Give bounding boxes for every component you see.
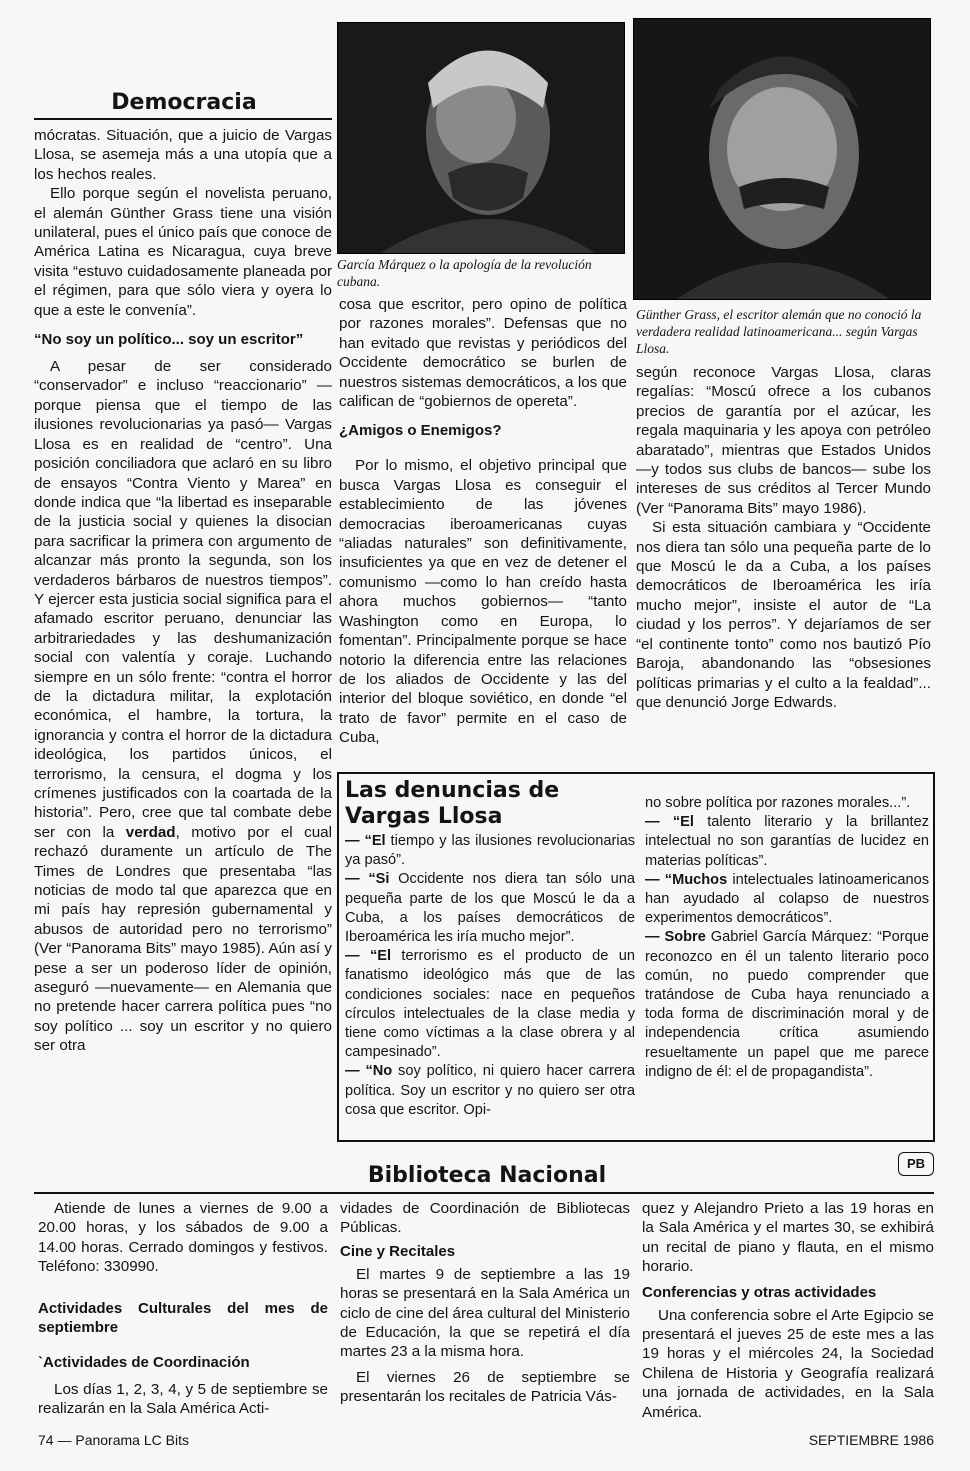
footer-page-label: 74 — Panorama LC Bits	[38, 1432, 189, 1448]
paragraph: Una conferencia sobre el Arte Egipcio se presentará el jueves 25 de este mes a las 19 horas y el miércoles 24, la Sociedad Chilena de Historia y Geografía realizará una jornada de actividades, en la Sala América.	[642, 1306, 934, 1421]
subheading: ¿Amigos o Enemigos?	[339, 422, 502, 440]
subheading: Cine y Recitales	[340, 1242, 456, 1260]
quote-item: — Sobre Gabriel García Márquez: “Porque reconozco en él un talento literario poco común, no puedo comprender que tratándose de Cuba haya renunciado a toda forma de discriminación moral y de independencia crítica asumiendo resueltamente un papel que me parece indigno de él: el de propagandista”.	[645, 929, 929, 1080]
header-rule	[34, 118, 332, 120]
paragraph: Los días 1, 2, 3, 4, y 5 de septiembre se realizarán en la Sala América Acti-	[38, 1380, 328, 1418]
column-2	[339, 295, 627, 748]
denuncias-box	[337, 772, 935, 1142]
paragraph: según reconoce Vargas Llosa, claras regalías: “Moscú ofrece a los cubanos precios de garantía por el azúcar, les regala maquinaria y les apoya con petróleo abaratado”, mientras que Estados Unidos —y todos sus clubs de bancos— sube los intereses de sus créditos al Tercer Mundo (Ver “Panorama Bits” mayo 1986).	[636, 364, 931, 517]
portrait-icon	[634, 19, 931, 300]
quote-item: — “El talento literario y la brillantez intelectual no son garantías de lucidez en materias políticas”.	[645, 814, 930, 869]
quote-item: — “El terrorismo es el producto de un fanatismo ideológico más que de las condiciones sociales: nace en pequeños círculos intelectuales de la clase media y tiene como víctimas a la clase obrera y al campesinado”.	[345, 948, 636, 1061]
photo-garcia-marquez	[337, 22, 625, 254]
box-column-right	[645, 794, 929, 1082]
portrait-icon	[338, 23, 625, 254]
biblioteca-column-c	[642, 1199, 934, 1422]
paragraph: quez y Alejandro Prieto a las 19 horas en la Sala América y el martes 30, se exhibirá un recital de piano y flauta, en el mismo horario.	[642, 1200, 934, 1276]
paragraph: A pesar de ser considerado “conservador” e incluso “reaccionario” —porque piensa que el tiempo de las ilusiones revolucionarias ya pasó— Vargas Llosa es en realidad de “centro”. Una posición conciliadora que aclaró en su libro de ensayos “Contra Viento y Marea” en donde indica que “la libertad es inseparable de la justicia social y quienes la disocian para sacrificar la primera con argumento de alcanzar más pronto la segunda, son los verdaderos bárbaros de nuestros tiempos”. Y ejercer esta justicia social significa para el afamado escritor peruano, denunciar las arbitrariedades y las deshumanización social con valentía y coraje. Luchando siempre en un sólo frente: “contra el horror de la dictadura militar, la explotación económica, el hambre, la tortura, la ignorancia y contra el horror de la dictadura ideológica, los partidos únicos, el terrorismo, la censura, el dogma y los crímenes justificados con la coartada de la historia”. Pero, cree que tal combate debe ser con la verdad, motivo por el cual rechazó duramente un artículo de The Times de Londres que presentaba “las noticias de modo tal que aparezca que en mi país hay represión gubernamental y abusos de autoridad pero no terrorismo” (Ver “Panorama Bits” mayo 1985). Aún así y pese a ser un poderoso líder de opinión, aseguró —nuevamente— en Alemania que no pretende hacer carrera política pues “no soy político ... soy un escritor y no quiero ser otra	[34, 358, 332, 1055]
section-title-democracia: Democracia	[111, 90, 257, 115]
paragraph: Por lo mismo, el objetivo principal que busca Vargas Llosa es conseguir el establecimiento de las jóvenes democracias iberoamericanas cuyas “aliadas naturales” son definitivamente, insuficientes ya que en vez de detener el comunismo —como lo han creído hasta ahora muchos gobiernos— “tanto Washington como en Europa, lo fomentan”. Principalmente porque se hace notorio la diferencia entre las relaciones de los aliados de Occidente y las del interior del bloque soviético, en donde “el trato de favor” permite en el caso de Cuba,	[339, 457, 627, 747]
section-rule	[34, 1192, 934, 1194]
paragraph: El martes 9 de septiembre a las 19 horas se presentará en la Sala América un ciclo de cine del área cultural del Ministerio de Educación, la que se repetirá el día martes 23 a la misma hora.	[340, 1265, 630, 1361]
footer-date: SEPTIEMBRE 1986	[808, 1432, 934, 1448]
photo-gunther-grass	[633, 18, 931, 300]
quote-item: — “Si Occidente nos diera tan sólo una pequeña parte de los que Moscú le da a Cuba, a los países democráticos de Iberoamérica les iría mucho mejor”.	[345, 871, 635, 946]
biblioteca-column-a	[38, 1199, 328, 1418]
biblioteca-column-b	[340, 1199, 630, 1407]
quote-item: — “No soy político, ni quiero hacer carrera política. Soy un escritor y no quiero ser otra cosa que escritor. Opi-	[345, 1063, 635, 1118]
paragraph: vidades de Coordinación de Bibliotecas Públicas.	[340, 1200, 630, 1237]
paragraph: El viernes 26 de septiembre se presentarán los recitales de Patricia Vás-	[340, 1368, 630, 1406]
pb-badge: PB	[898, 1152, 934, 1176]
paragraph: Si esta situación cambiara y “Occidente nos diera tan sólo una pequeña parte de lo que Moscú le da a Cuba, a los países democráticos de Iberoamérica les iría mucho mejor”, insiste el autor de “La ciudad y los perros”. Y dejaríamos de ser “el continente tonto” como nos bautizó Pío Baroja, abandonando las “obsesiones políticas primarias y el culto a la fealdad”... que denunció Jorge Edwards.	[636, 519, 931, 711]
paragraph: Ello porque según el novelista peruano, el alemán Günther Grass tiene una visión unilateral, pues el único país que conoce de América Latina es Nicaragua, cuya breve visita “estuvo cuidadosamente planeada por el régimen, para que sólo viera y oyera lo que a este le convenía”.	[34, 185, 332, 319]
section-title-biblioteca: Biblioteca Nacional	[367, 1163, 607, 1188]
paragraph: mócratas. Situación, que a juicio de Vargas Llosa, se asemeja más a una utopía que a los hechos reales.	[34, 127, 332, 183]
quote-item: no sobre política por razones morales...”.	[645, 795, 911, 811]
quote-item: — “El tiempo y las ilusiones revolucionarias ya pasó”.	[345, 833, 636, 869]
column-3	[636, 363, 931, 712]
subheading: “No soy un político... soy un escritor”	[34, 331, 304, 349]
photo-caption: García Márquez o la apología de la revolución cubana.	[337, 257, 592, 289]
box-column-left	[345, 832, 635, 1120]
subheading: `Actividades de Coordinación	[38, 1353, 250, 1371]
box-title: Las denuncias de Vargas Llosa	[345, 778, 560, 829]
subheading: Conferencias y otras actividades	[642, 1283, 877, 1301]
paragraph: Atiende de lunes a viernes de 9.00 a 20.00 horas, y los sábados de 9.00 a 14.00 horas. Cerrado domingos y festivos. Teléfono: 330990.	[38, 1200, 328, 1276]
quote-item: — “Muchos intelectuales latinoamericanos han ayudado al colapso de nuestros experimentos democráticos”.	[645, 871, 930, 927]
subheading: Actividades Culturales del mes de septiembre	[38, 1299, 328, 1336]
photo-caption: Günther Grass, el escritor alemán que no conoció la verdadera realidad latinoamericana... según Vargas Llosa.	[636, 307, 922, 356]
column-1	[34, 126, 332, 1056]
paragraph: cosa que escritor, pero opino de política por razones morales”. Defensas que no han evitado que revistas y periódicos del Occidente democrático se burlen de nuestros sistemas democráticos, a los que califican de “gobiernos de opereta”.	[339, 296, 627, 411]
